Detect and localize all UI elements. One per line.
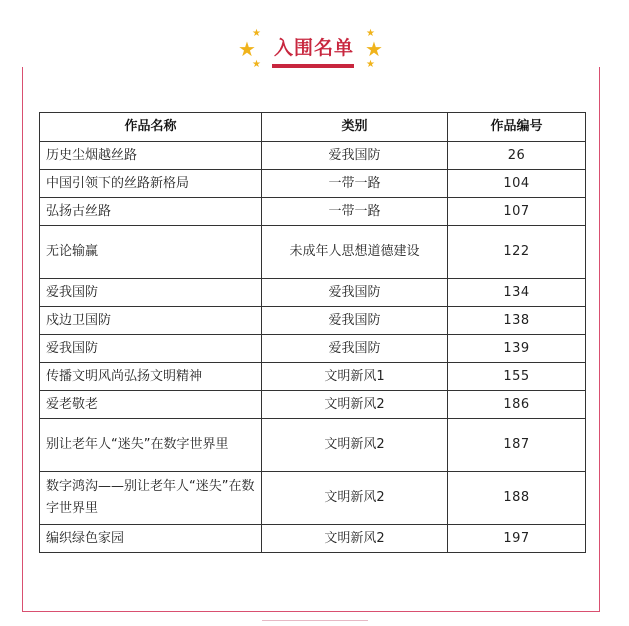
cell-work-number: 155: [448, 363, 586, 391]
cell-category: 未成年人思想道德建设: [262, 226, 448, 279]
table-row: [40, 335, 586, 363]
cell-work-number: 104: [448, 170, 586, 198]
cell-work-number: 138: [448, 307, 586, 335]
cell-work-name: 别让老年人“迷失”在数字世界里: [40, 419, 262, 472]
table-row: [40, 472, 586, 525]
table-row: [40, 142, 586, 170]
table-row: [40, 363, 586, 391]
table-header-row: [40, 113, 586, 142]
table-row: [40, 198, 586, 226]
cell-work-number: 197: [448, 525, 586, 553]
table-body: [40, 142, 586, 553]
title-underline: [272, 64, 354, 68]
table-row: [40, 307, 586, 335]
column-header-category: 类别: [262, 113, 448, 142]
cell-work-name: 数字鸿沟——别让老年人“迷失”在数字世界里: [40, 472, 262, 525]
star-icon: ★: [365, 37, 383, 61]
cell-category: 爱我国防: [262, 142, 448, 170]
cell-category: 爱我国防: [262, 279, 448, 307]
cell-work-name: 爱我国防: [40, 335, 262, 363]
table-row: [40, 391, 586, 419]
cell-category: 文明新风2: [262, 419, 448, 472]
cell-work-name: 弘扬古丝路: [40, 198, 262, 226]
cell-work-name: 爱我国防: [40, 279, 262, 307]
cell-work-number: 122: [448, 226, 586, 279]
cell-category: 爱我国防: [262, 307, 448, 335]
table-row: [40, 525, 586, 553]
bottom-divider: [262, 620, 368, 626]
table-row: [40, 170, 586, 198]
cell-work-number: 26: [448, 142, 586, 170]
shortlist-table-wrapper: [39, 112, 585, 553]
cell-work-name: 无论输赢: [40, 226, 262, 279]
cell-category: 文明新风1: [262, 363, 448, 391]
cell-work-name: 戍边卫国防: [40, 307, 262, 335]
column-header-name: 作品名称: [40, 113, 262, 142]
table-row: [40, 279, 586, 307]
cell-work-name: 编织绿色家园: [40, 525, 262, 553]
cell-work-number: 139: [448, 335, 586, 363]
cell-work-number: 107: [448, 198, 586, 226]
cell-work-name: 历史尘烟越丝路: [40, 142, 262, 170]
star-icon: ★: [366, 59, 375, 70]
cell-category: 文明新风2: [262, 391, 448, 419]
table-row: [40, 419, 586, 472]
cell-work-name: 爱老敬老: [40, 391, 262, 419]
page-title: 入围名单: [273, 37, 354, 59]
star-icon: ★: [252, 59, 261, 70]
cell-category: 文明新风2: [262, 472, 448, 525]
star-icon: ★: [252, 28, 261, 39]
cell-work-number: 187: [448, 419, 586, 472]
shortlist-table: [39, 112, 586, 553]
cell-category: 一带一路: [262, 170, 448, 198]
star-icon: ★: [366, 28, 375, 39]
cell-category: 爱我国防: [262, 335, 448, 363]
star-icon: ★: [238, 37, 256, 61]
cell-work-name: 传播文明风尚弘扬文明精神: [40, 363, 262, 391]
cell-work-number: 134: [448, 279, 586, 307]
column-header-number: 作品编号: [448, 113, 586, 142]
table-row: [40, 226, 586, 279]
cell-work-number: 188: [448, 472, 586, 525]
cell-category: 一带一路: [262, 198, 448, 226]
cell-category: 文明新风2: [262, 525, 448, 553]
cell-work-number: 186: [448, 391, 586, 419]
cell-work-name: 中国引领下的丝路新格局: [40, 170, 262, 198]
